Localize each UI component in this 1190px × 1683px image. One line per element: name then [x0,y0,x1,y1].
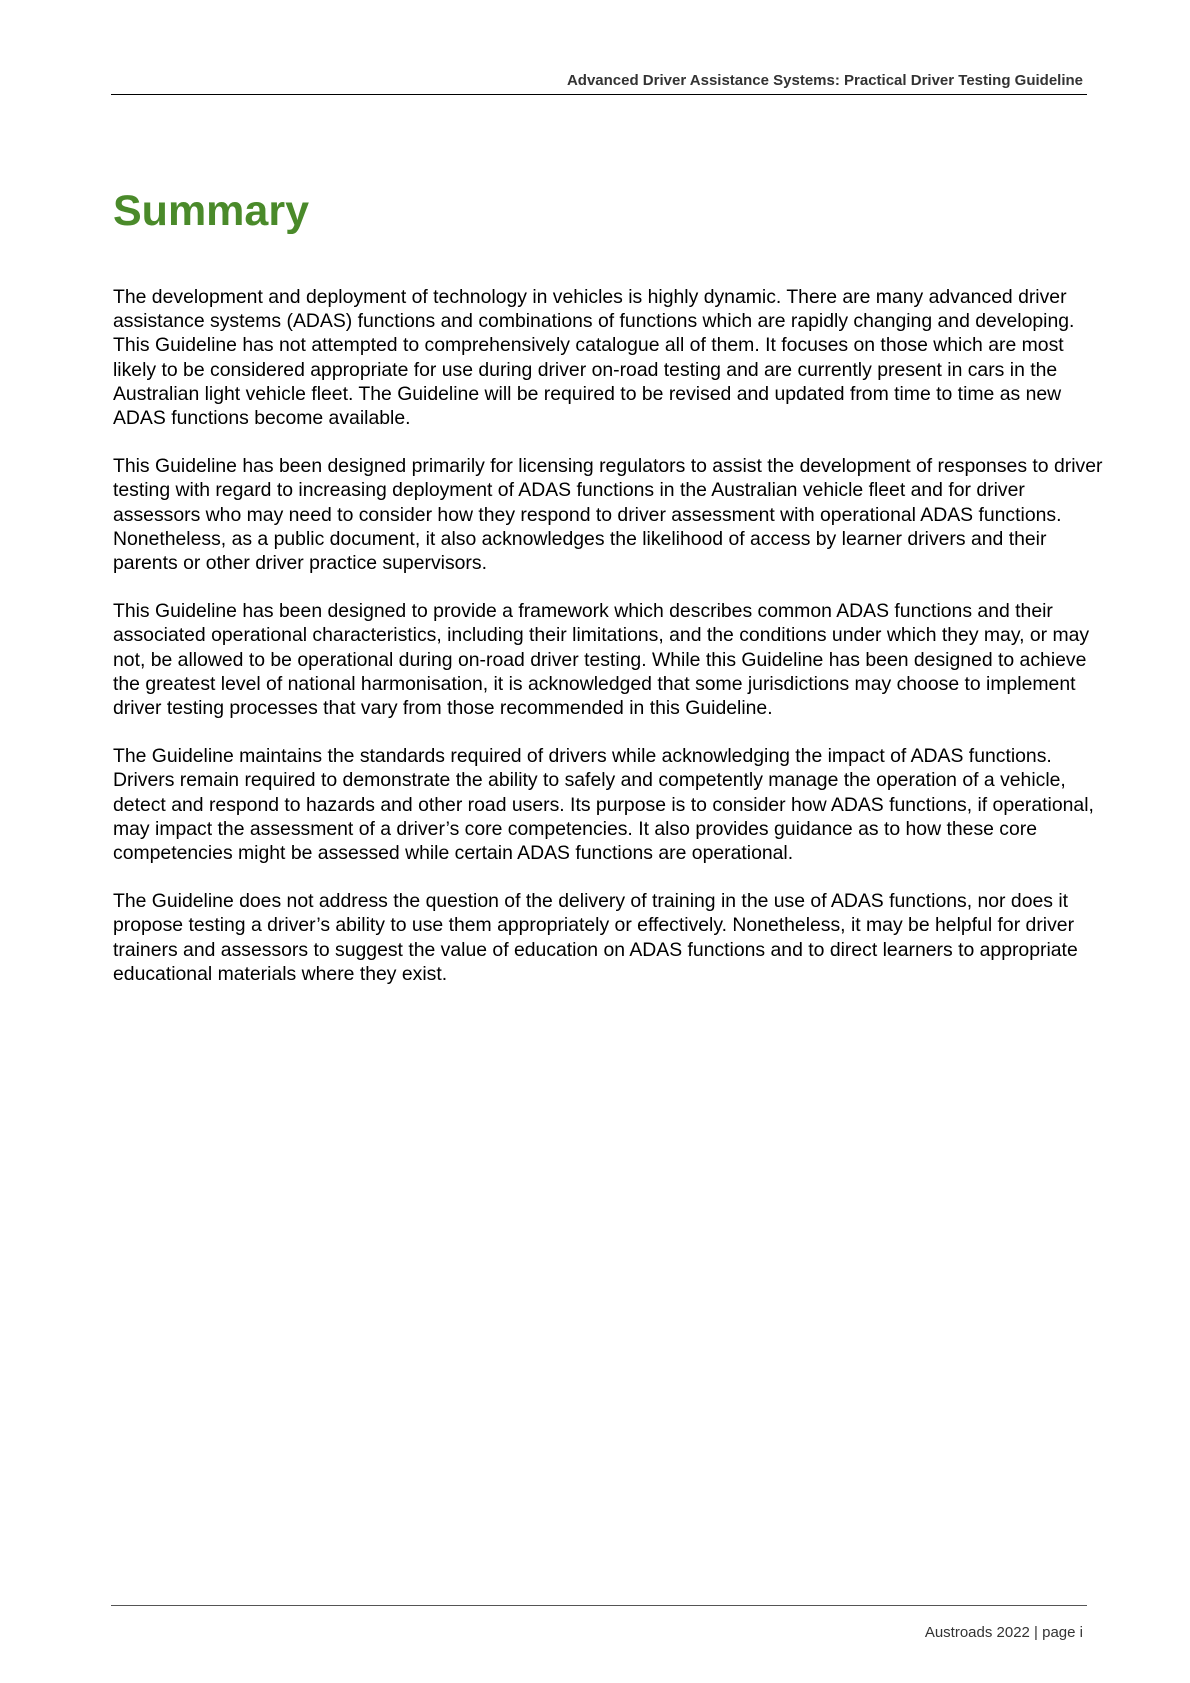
paragraph-2: This Guideline has been designed primarily for licensing regulators to assist the development of responses to driver testing with regard to increasing deployment of ADAS functions in the Australian vehicle fleet and for driver assessors who may need to consider how they respond to driver assessment with operational ADAS functions. Nonetheless, as a public document, it also acknowledges the likelihood of access by learner drivers and their parents or other driver practice supervisors. [113,455,1103,575]
footer-page-number: Austroads 2022 | page i [924,1624,1083,1641]
body-text [113,285,1103,1010]
section-heading: Summary [113,187,309,235]
running-header-title: Advanced Driver Assistance Systems: Practical Driver Testing Guideline [566,72,1083,89]
paragraph-4: The Guideline maintains the standards required of drivers while acknowledging the impact of ADAS functions. Drivers remain required to demonstrate the ability to safely and competently manage the operation of a vehicle, detect and respond to hazards and other road users. Its purpose is to consider how ADAS functions, if operational, may impact the assessment of a driver’s core competencies. It also provides guidance as to how these core competencies might be assessed while certain ADAS functions are operational. [113,745,1094,865]
paragraph-5: The Guideline does not address the question of the delivery of training in the use of ADAS functions, nor does it propose testing a driver’s ability to use them appropriately or effectively. Nonetheless, it may be helpful for driver trainers and assessors to suggest the value of education on ADAS functions and to direct learners to appropriate educational materials where they exist. [113,890,1078,985]
paragraph-1: The development and deployment of technology in vehicles is highly dynamic. There are many advanced driver assistance systems (ADAS) functions and combinations of functions which are rapidly changing and developing. This Guideline has not attempted to comprehensively catalogue all of them. It focuses on those which are most likely to be considered appropriate for use during driver on-road testing and are currently present in cars in the Australian light vehicle fleet. The Guideline will be required to be revised and updated from time to time as new ADAS functions become available. [113,286,1075,430]
page-footer [111,1605,1087,1641]
page-header [111,70,1087,95]
paragraph-3: This Guideline has been designed to provide a framework which describes common ADAS functions and their associated operational characteristics, including their limitations, and the conditions under which they may, or may not, be allowed to be operational during on-road driver testing. While this Guideline has been designed to achieve the greatest level of national harmonisation, it is acknowledged that some jurisdictions may choose to implement driver testing processes that vary from those recommended in this Guideline. [113,600,1090,720]
